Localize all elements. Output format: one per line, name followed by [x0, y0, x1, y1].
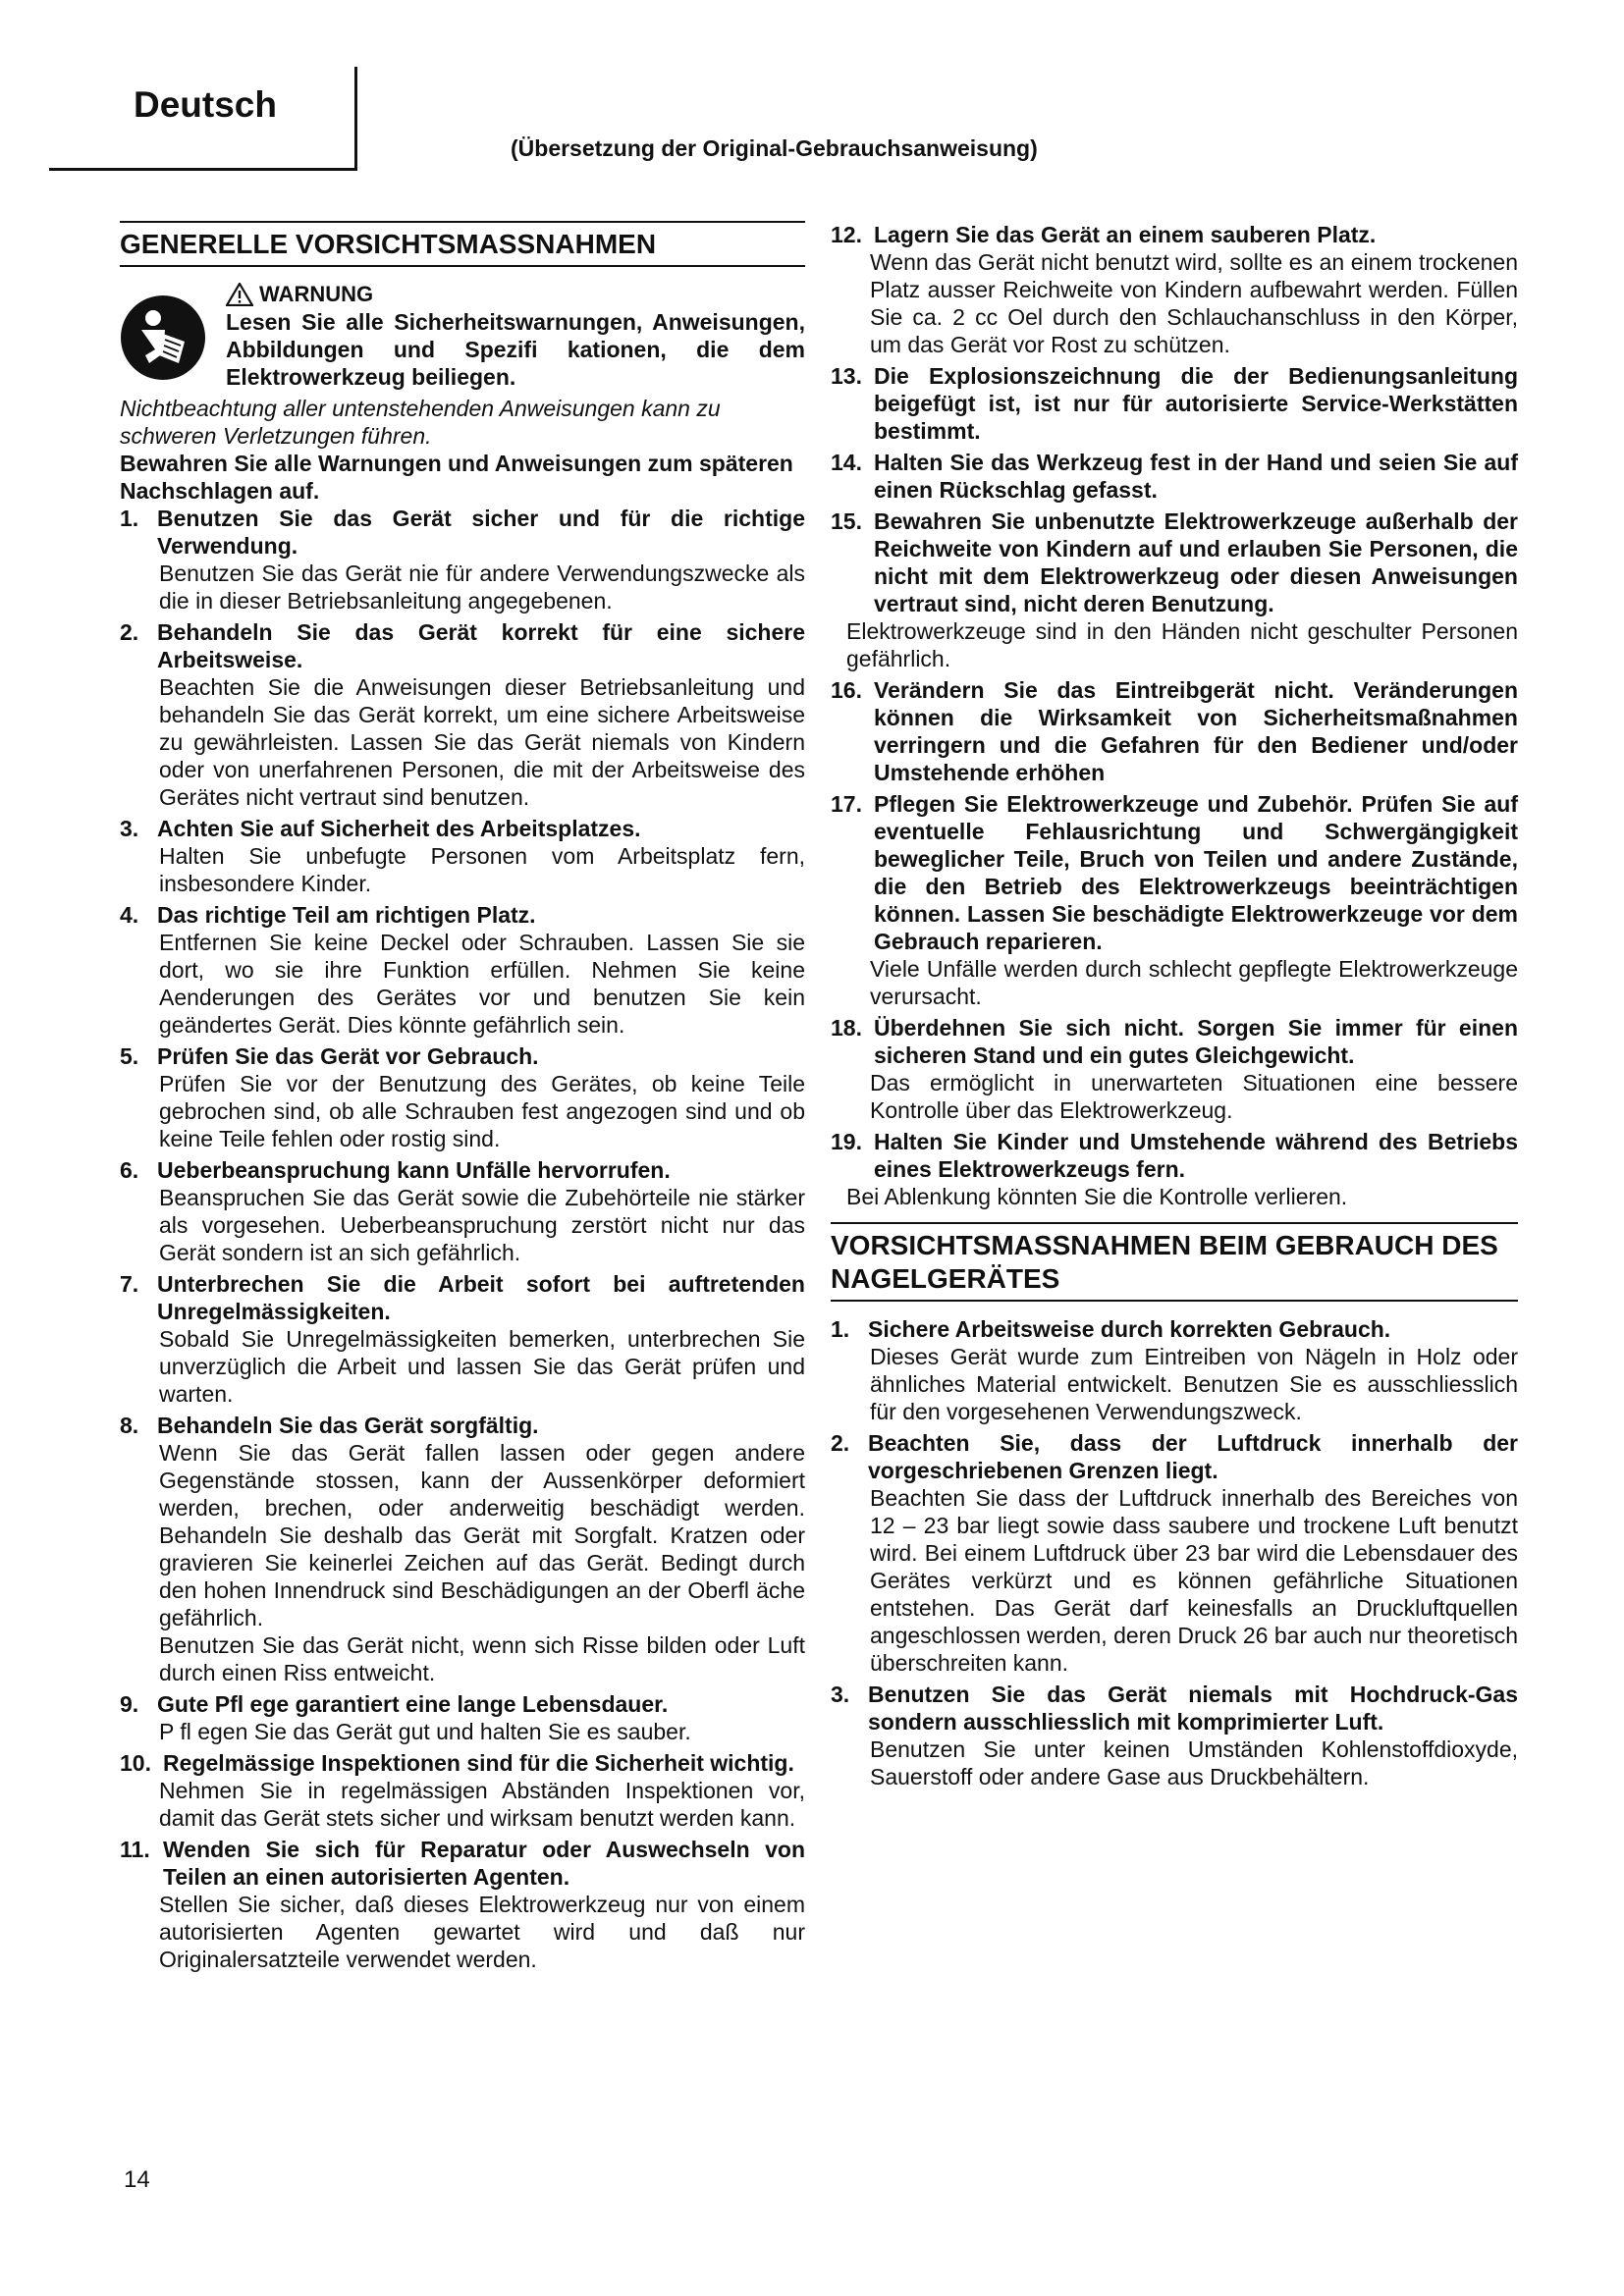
- warning-text: Lesen Sie alle Sicherheitswarnungen, Anweisungen, Abbildungen und Spezifi kationen, die dem Elektrowerkzeug beiliegen.: [226, 309, 805, 390]
- list-item: [120, 1042, 805, 1152]
- item-title: Prüfen Sie das Gerät vor Gebrauch.: [157, 1043, 539, 1069]
- language-tab: [49, 67, 357, 171]
- general-precautions-heading: GENERELLE VORSICHTSMASSNAHMEN: [120, 221, 805, 267]
- item-title: Halten Sie Kinder und Umstehende während des Betriebs eines Elektrowerkzeugs fern.: [874, 1129, 1518, 1182]
- list-item: [831, 1429, 1518, 1677]
- item-body: Entfernen Sie keine Deckel oder Schrauben. Lassen Sie sie dort, wo sie ihre Funktion erfüllen. Nehmen Sie keine Aenderungen des Gerätes vor und benutzen Sie kein geändertes Gerät. Dies könnte gefährlich sein.: [159, 930, 805, 1038]
- item-number: 12.: [831, 222, 862, 247]
- item-body: Nehmen Sie in regelmässigen Abständen Inspektionen vor, damit das Gerät stets sicher und wirksam benutzt werden kann.: [159, 1778, 805, 1831]
- item-number: 10.: [120, 1750, 151, 1776]
- list-item: [120, 505, 805, 614]
- item-body: Prüfen Sie vor der Benutzung des Gerätes, ob keine Teile gebrochen sind, ob alle Schrauben fest angezogen sind und ob keine Teile fehlen oder rostig sind.: [159, 1071, 805, 1151]
- item-body: Sobald Sie Unregelmässigkeiten bemerken, unterbrechen Sie unverzüglich die Arbeit und lassen Sie das Gerät prüfen und warten.: [159, 1326, 805, 1407]
- read-manual-icon: [120, 294, 206, 381]
- item-number: 8.: [120, 1413, 139, 1438]
- item-title: Regelmässige Inspektionen sind für die Sicherheit wichtig.: [163, 1750, 794, 1776]
- list-item: [120, 1156, 805, 1266]
- item-body: Das ermöglicht in unerwarteten Situationen eine bessere Kontrolle über das Elektrowerkzeug.: [870, 1070, 1518, 1123]
- item-body: Wenn das Gerät nicht benutzt wird, sollte es an einem trockenen Platz ausser Reichweite von Kindern aufbewahrt werden. Füllen Sie ca. 2 cc Oel durch den Schlauchanschluss in den Körper, um das Gerät vor Rost zu schützen.: [870, 249, 1518, 357]
- item-number: 17.: [831, 791, 862, 817]
- item-title: Benutzen Sie das Gerät niemals mit Hochdruck-Gas sondern ausschliesslich mit komprimierter Luft.: [868, 1682, 1518, 1735]
- item-number: 3.: [831, 1682, 850, 1707]
- list-item: [831, 1315, 1518, 1425]
- item-title: Beachten Sie, dass der Luftdruck innerhalb der vorgeschriebenen Grenzen liegt.: [868, 1430, 1518, 1483]
- item-number: 3.: [120, 816, 139, 841]
- list-item: [120, 1749, 805, 1832]
- item-title: Behandeln Sie das Gerät korrekt für eine sichere Arbeitsweise.: [157, 619, 805, 672]
- item-body: Dieses Gerät wurde zum Eintreiben von Nägeln in Holz oder ähnliches Material entwickelt. Benutzen Sie es ausschliesslich für den vorgesehenen Verwendungszweck.: [870, 1344, 1518, 1424]
- right-column: [831, 221, 1518, 1794]
- item-body: Halten Sie unbefugte Personen vom Arbeitsplatz fern, insbesondere Kinder.: [159, 843, 805, 896]
- item-body-extra: Benutzen Sie das Gerät nicht, wenn sich Risse bilden oder Luft durch einen Riss entweicht.: [159, 1632, 805, 1685]
- keep-instructions-note: Bewahren Sie alle Warnungen und Anweisungen zum späteren Nachschlagen auf.: [120, 451, 793, 504]
- item-number: 2.: [120, 619, 139, 645]
- item-title: Ueberbeanspruchung kann Unfälle hervorrufen.: [157, 1157, 671, 1183]
- warning-label-row: [226, 281, 805, 308]
- item-number: 2.: [831, 1430, 850, 1456]
- item-title: Wenden Sie sich für Reparatur oder Auswechseln von Teilen an einen autorisierten Agenten.: [163, 1837, 805, 1890]
- item-number: 7.: [120, 1271, 139, 1297]
- list-item: [831, 507, 1518, 672]
- page-number: 14: [124, 2166, 150, 2193]
- list-item: [831, 790, 1518, 1010]
- warning-triangle-icon: [226, 283, 253, 306]
- item-title: Verändern Sie das Eintreibgerät nicht. Veränderungen können die Wirksamkeit von Sicherheitsmaßnahmen verringern und die Gefahren für den Bediener und/oder Umstehende erhöhen: [874, 677, 1518, 785]
- item-title: Das richtige Teil am richtigen Platz.: [157, 902, 536, 928]
- item-title: Bewahren Sie unbenutzte Elektrowerkzeuge außerhalb der Reichweite von Kindern auf und erlauben Sie Personen, die nicht mit dem Elektrowerkzeug oder diesen Anweisungen vertraut sind, nicht deren Benutzung.: [874, 508, 1518, 616]
- list-item: [120, 1270, 805, 1408]
- item-title: Pflegen Sie Elektrowerkzeuge und Zubehör. Prüfen Sie auf eventuelle Fehlausrichtung und Schwergängigkeit beweglicher Teile, Bruch von Teilen und andere Zustände, die den Betrieb des Elektrowerkzeugs beeinträchtigen können. Lassen Sie beschädigte Elektrowerkzeuge vor dem Gebrauch reparieren.: [874, 791, 1518, 954]
- item-title: Überdehnen Sie sich nicht. Sorgen Sie immer für einen sicheren Stand und ein gutes Gleichgewicht.: [874, 1015, 1518, 1068]
- item-number: 18.: [831, 1015, 862, 1041]
- item-title: Halten Sie das Werkzeug fest in der Hand und seien Sie auf einen Rückschlag gefasst.: [874, 450, 1518, 503]
- list-item: [120, 1412, 805, 1686]
- item-number: 5.: [120, 1043, 139, 1069]
- item-title: Benutzen Sie das Gerät sicher und für die richtige Verwendung.: [157, 506, 805, 559]
- list-item: [120, 901, 805, 1039]
- left-column: [120, 221, 805, 1977]
- item-title: Gute Pfl ege garantiert eine lange Lebensdauer.: [157, 1691, 669, 1717]
- item-body: Wenn Sie das Gerät fallen lassen oder gegen andere Gegenstände stossen, kann der Aussenkörper deformiert werden, brechen, oder anderweitig beschädigt werden. Behandeln Sie deshalb das Gerät mit Sorgfalt. Kratzen oder gravieren Sie keinerlei Zeichen auf das Gerät. Bedingt durch den hohen Innendruck sind Beschädigungen an der Oberfl äche gefährlich.: [159, 1440, 805, 1630]
- list-item: [831, 676, 1518, 786]
- list-item: [831, 362, 1518, 445]
- item-number: 11.: [120, 1837, 150, 1862]
- item-title: Lagern Sie das Gerät an einem sauberen Platz.: [874, 222, 1377, 247]
- item-number: 1.: [831, 1316, 850, 1342]
- nailer-precautions-heading: VORSICHTSMASSNAHMEN BEIM GEBRAUCH DES NAGELGERÄTES: [831, 1222, 1518, 1302]
- list-item: [831, 1014, 1518, 1124]
- item-body: Stellen Sie sicher, daß dieses Elektrowerkzeug nur von einem autorisierten Agenten gewartet wird und daß nur Originalersatzteile verwendet werden.: [159, 1892, 805, 1972]
- list-item: [120, 1690, 805, 1745]
- item-number: 16.: [831, 677, 862, 703]
- item-body: Elektrowerkzeuge sind in den Händen nicht geschulter Personen gefährlich.: [846, 618, 1518, 671]
- warning-label: WARNUNG: [259, 282, 374, 306]
- item-number: 15.: [831, 508, 862, 534]
- item-number: 6.: [120, 1157, 139, 1183]
- item-title: Sichere Arbeitsweise durch korrekten Gebrauch.: [868, 1316, 1391, 1342]
- item-number: 14.: [831, 450, 862, 475]
- warning-block: [120, 281, 805, 391]
- list-item: [120, 815, 805, 897]
- list-item: [120, 1836, 805, 1973]
- item-title: Die Explosionszeichnung die der Bedienungsanleitung beigefügt ist, ist nur für autorisierte Service-Werkstätten bestimmt.: [874, 363, 1518, 444]
- item-number: 4.: [120, 902, 139, 928]
- item-number: 19.: [831, 1129, 862, 1154]
- list-item: [831, 1681, 1518, 1790]
- item-title: Achten Sie auf Sicherheit des Arbeitsplatzes.: [157, 816, 641, 841]
- item-body: Viele Unfälle werden durch schlecht gepflegte Elektrowerkzeuge verursacht.: [870, 956, 1518, 1009]
- list-item: [120, 618, 805, 811]
- item-body: Bei Ablenkung könnten Sie die Kontrolle verlieren.: [846, 1184, 1348, 1209]
- italic-note: Nichtbeachtung aller untenstehenden Anweisungen kann zu schweren Verletzungen führen.: [120, 396, 721, 449]
- item-body: P fl egen Sie das Gerät gut und halten Sie es sauber.: [159, 1719, 691, 1744]
- warning-body: [226, 281, 805, 391]
- item-body: Benutzen Sie das Gerät nie für andere Verwendungszwecke als die in dieser Betriebsanleitung angegebenen.: [159, 561, 805, 614]
- item-number: 1.: [120, 506, 139, 531]
- language-label: Deutsch: [134, 84, 277, 125]
- list-item: [831, 449, 1518, 504]
- item-body: Beachten Sie die Anweisungen dieser Betriebsanleitung und behandeln Sie das Gerät korrekt, um eine sichere Arbeitsweise zu gewährleisten. Lassen Sie das Gerät niemals von Kindern oder von unerfahrenen Personen, die mit der Arbeitsweise des Gerätes nicht vertraut sind benutzen.: [159, 674, 805, 810]
- document-subtitle: (Übersetzung der Original-Gebrauchsanweisung): [511, 135, 1038, 161]
- item-number: 13.: [831, 363, 862, 389]
- item-title: Unterbrechen Sie die Arbeit sofort bei auftretenden Unregelmässigkeiten.: [157, 1271, 805, 1324]
- list-item: [831, 1128, 1518, 1210]
- item-body: Beachten Sie dass der Luftdruck innerhalb des Bereiches von 12 – 23 bar liegt sowie dass saubere und trockene Luft benutzt wird. Bei einem Luftdruck über 23 bar wird die Lebensdauer des Gerätes verkürzt und es können gefährliche Situationen entstehen. Das Gerät darf keinesfalls an Druckluftquellen angeschlossen werden, deren Druck 26 bar auch nur theoretisch überschreiten kann.: [870, 1485, 1518, 1676]
- item-body: Benutzen Sie unter keinen Umständen Kohlenstoffdioxyde, Sauerstoff oder andere Gase aus Druckbehältern.: [870, 1736, 1518, 1789]
- item-title: Behandeln Sie das Gerät sorgfältig.: [157, 1413, 539, 1438]
- list-item: [831, 221, 1518, 358]
- item-number: 9.: [120, 1691, 139, 1717]
- item-body: Beanspruchen Sie das Gerät sowie die Zubehörteile nie stärker als vorgesehen. Ueberbeanspruchung zerstört nicht nur das Gerät sondern ist an sich gefährlich.: [159, 1185, 805, 1265]
